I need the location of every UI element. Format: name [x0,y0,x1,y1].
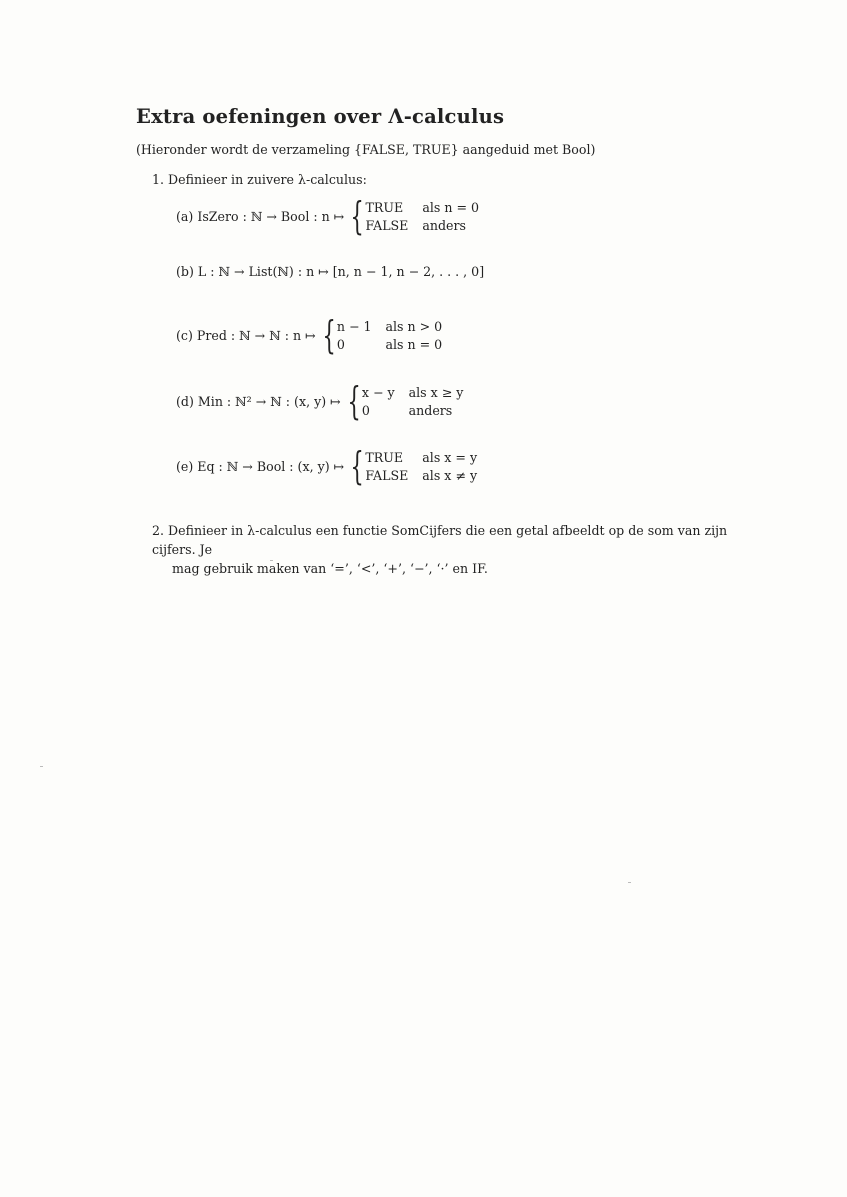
case-value: 0 [361,402,370,418]
exercise-a-cases [349,194,480,238]
exercise-e-label: (e) Eq : ℕ → Bool : (x, y) ↦ [176,458,345,474]
question-2 [152,521,772,578]
case-condition: als x ≠ y [422,467,478,483]
page-title: Extra oefeningen over Λ-calculus [136,105,505,128]
left-brace: { [347,379,361,423]
exercise-e [176,444,478,488]
exercise-d-cases [346,379,464,423]
case-value: FALSE [365,217,409,233]
exercise-a [176,194,480,238]
case-condition: als n > 0 [385,318,443,334]
scan-speck [628,882,631,883]
exercise-c [176,313,443,357]
scan-speck [40,766,43,767]
case-condition: als n = 0 [422,199,480,215]
subtitle-note: (Hieronder wordt de verzameling {FALSE, TRUE} aangeduid met Bool) [136,142,596,157]
exercise-d-label: (d) Min : ℕ² → ℕ : (x, y) ↦ [176,393,341,409]
case-value: TRUE [365,449,404,465]
left-brace: { [322,313,336,357]
case-value: n − 1 [336,318,372,334]
question-1-heading: 1. Definieer in zuivere λ-calculus: [152,172,367,187]
exercise-e-cases [349,444,478,488]
case-value: 0 [336,336,345,352]
case-value: TRUE [365,199,404,215]
exercise-a-label: (a) IsZero : ℕ → Bool : n ↦ [176,208,345,224]
exercise-c-cases [321,313,443,357]
left-brace: { [350,444,364,488]
case-value: x − y [361,384,395,400]
case-condition: anders [408,402,453,418]
exercise-c-label: (c) Pred : ℕ → ℕ : n ↦ [176,327,316,343]
exercise-b [176,264,486,279]
question-2-line-2: mag gebruik maken van ‘=’, ‘<’, ‘+’, ‘−’, ‘·’ en IF. [172,561,488,576]
case-value: FALSE [365,467,409,483]
question-2-line-1: 2. Definieer in λ-calculus een functie SomCijfers die een getal afbeeldt op de som van zijn cijfers. Je [152,523,728,557]
case-condition: als x = y [422,449,478,465]
case-condition: als x ≥ y [408,384,464,400]
exercise-d [176,379,464,423]
exercise-b-label: (b) L : ℕ → List(ℕ) : n ↦ [n, n − 1, n − 2, . . . , 0] [176,264,485,279]
case-condition: als n = 0 [385,336,443,352]
scan-speck [270,560,273,561]
case-condition: anders [422,217,466,233]
left-brace: { [350,194,365,238]
